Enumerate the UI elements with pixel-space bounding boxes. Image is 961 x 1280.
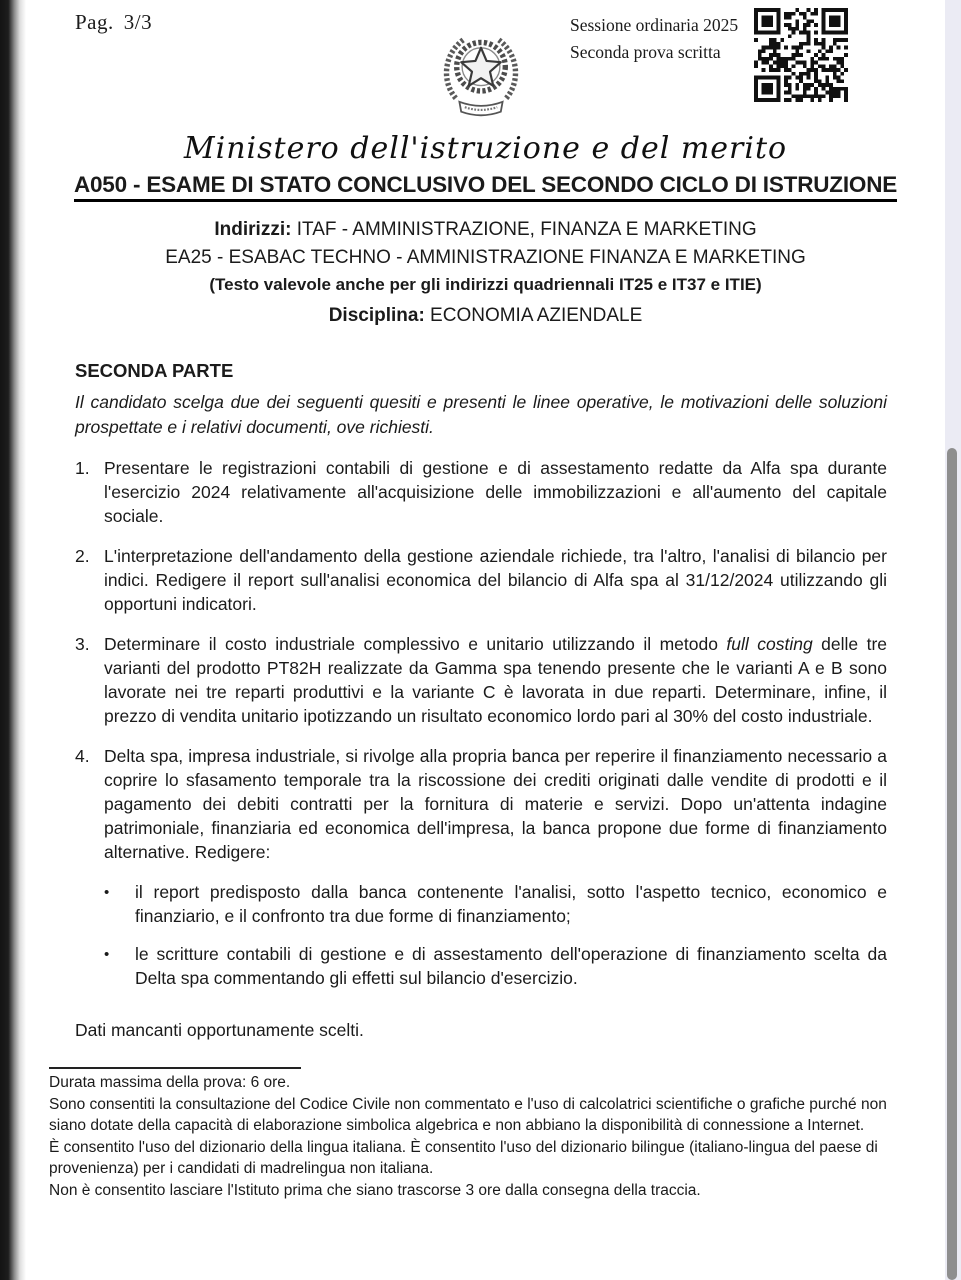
- footnote-line: È consentito l'uso del dizionario della lingua italiana. È consentito l'uso del dizionario bilingue (italiano-lingua del paese di provenienza) per i candidati di madrelingua non italiana.: [49, 1139, 878, 1177]
- closing-note: Dati mancanti opportunamente scelti.: [75, 1020, 364, 1040]
- bullet-item-2: [104, 942, 887, 990]
- question-item-4: [75, 744, 887, 864]
- italic-term: full costing: [726, 634, 813, 654]
- section-title: SECONDA PARTE: [75, 360, 234, 381]
- question-text: Presentare le registrazioni contabili di gestione e di assestamento redatte da Alfa spa durante l'esercizio 2024 relativamente all'acquisizione delle immobilizzazioni e all'aumento del capitale sociale.: [104, 458, 887, 526]
- question-text-pre: Determinare il costo industriale complessivo e unitario utilizzando il metodo: [104, 634, 727, 654]
- question-text: [104, 632, 887, 728]
- bullet-item-1: [104, 880, 887, 928]
- bullet-text: le scritture contabili di gestione e di assestamento dell'operazione di finanziamento scelta da Delta spa commentando gli effetti sul bilancio d'esercizio.: [135, 944, 887, 988]
- indirizzi-line2: EA25 - ESABAC TECHNO - AMMINISTRAZIONE FINANZA E MARKETING: [165, 247, 806, 268]
- session-info: [570, 12, 738, 66]
- page-number: [75, 10, 152, 35]
- indirizzi-label: Indirizzi:: [214, 219, 292, 240]
- scrollbar-thumb[interactable]: [947, 448, 957, 1280]
- intro-text: Il candidato scelga due dei seguenti quesiti e presenti le linee operative, le motivazioni delle soluzioni prospettate e i relativi documenti, ove richiesti.: [75, 392, 887, 437]
- footnote-line: Sono consentiti la consultazione del Codice Civile non commentato e l'uso di calcolatrici scientifiche o grafiche purché non siano dotate della capacità di elaborazione simbolica algebrica e non abbiano la disponibilità di connessione a Internet.: [49, 1096, 887, 1134]
- question-list: [75, 456, 887, 864]
- question-number: 4.: [75, 746, 90, 766]
- question-text: L'interpretazione dell'andamento della gestione aziendale richiede, tra l'altro, l'analisi di bilancio per indici. Redigere il report sull'analisi economica del bilancio di Alfa spa al 31/12/2024 utilizzando gli opportuni indicatori.: [104, 546, 887, 614]
- session-line2: Seconda prova scritta: [570, 42, 721, 62]
- bullet-text: il report predisposto dalla banca contenente l'analisi, sotto l'aspetto tecnico, economico e finanziario, e il confronto tra due forme di finanziamento;: [135, 882, 887, 926]
- qr-code-icon: [754, 8, 848, 102]
- page-left-shadow: [0, 0, 26, 1280]
- page-header: [26, 0, 945, 122]
- ministry-title: Ministero dell'istruzione e del merito: [183, 131, 788, 166]
- footnote-line: Non è consentito lasciare l'Istituto prima che siano trascorse 3 ore dalla consegna della traccia.: [49, 1182, 701, 1199]
- page-number-label: Pag.: [75, 10, 114, 34]
- exam-title: A050 - ESAME DI STATO CONCLUSIVO DEL SECONDO CICLO DI ISTRUZIONE: [74, 172, 897, 202]
- question-number: 2.: [75, 546, 90, 566]
- session-line1: Sessione ordinaria 2025: [570, 15, 739, 35]
- scrollbar-track[interactable]: [945, 0, 961, 1280]
- validity-note: (Testo valevole anche per gli indirizzi quadriennali IT25 e IT37 e ITIE): [209, 275, 762, 294]
- indirizzi-value: ITAF - AMMINISTRAZIONE, FINANZA E MARKETING: [291, 219, 757, 240]
- question-item-3: [75, 632, 887, 728]
- footnote-line: Durata massima della prova: 6 ore.: [49, 1074, 291, 1091]
- question-number: 1.: [75, 458, 90, 478]
- indirizzi-line1: [26, 216, 945, 244]
- disciplina-line: [26, 302, 945, 330]
- disciplina-label: Disciplina:: [328, 305, 425, 326]
- question-item-2: [75, 544, 887, 616]
- bullet-icon: •: [104, 946, 110, 963]
- document-page: [26, 0, 945, 1202]
- italy-emblem-icon: [436, 26, 526, 120]
- question-text: Delta spa, impresa industriale, si rivolge alla propria banca per reperire il finanziamento necessario a coprire lo sfasamento temporale tra la riscossione dei crediti originati dalle vendite di prodotti e il pagamento dei debiti contratti per la fornitura di materie e servizi. Dopo un'attenta indagine patrimoniale, finanziaria ed economica dell'impresa, la banca propone due forme di finanziamento alternative. Redigere:: [104, 746, 887, 862]
- bullet-icon: •: [104, 884, 110, 901]
- page-number-value: 3/3: [123, 10, 153, 34]
- question-text-post: delle tre varianti del prodotto PT82H realizzate da Gamma spa tenendo presente che le varianti A e B sono lavorate nei tre reparti produttivi e la variante C è lavorata in due reparti. Determinare, infine, il prezzo di vendita unitario ipotizzando un risultato economico lordo pari al 30% del costo industriale.: [104, 634, 888, 726]
- main-title-wrap: [26, 172, 945, 202]
- question-item-1: [75, 456, 887, 528]
- disciplina-value: ECONOMIA AZIENDALE: [424, 305, 643, 326]
- sub-bullet-list: [104, 880, 887, 990]
- question-number: 3.: [75, 634, 90, 654]
- footnote-block: [26, 1067, 945, 1201]
- footnote-separator: [49, 1067, 301, 1069]
